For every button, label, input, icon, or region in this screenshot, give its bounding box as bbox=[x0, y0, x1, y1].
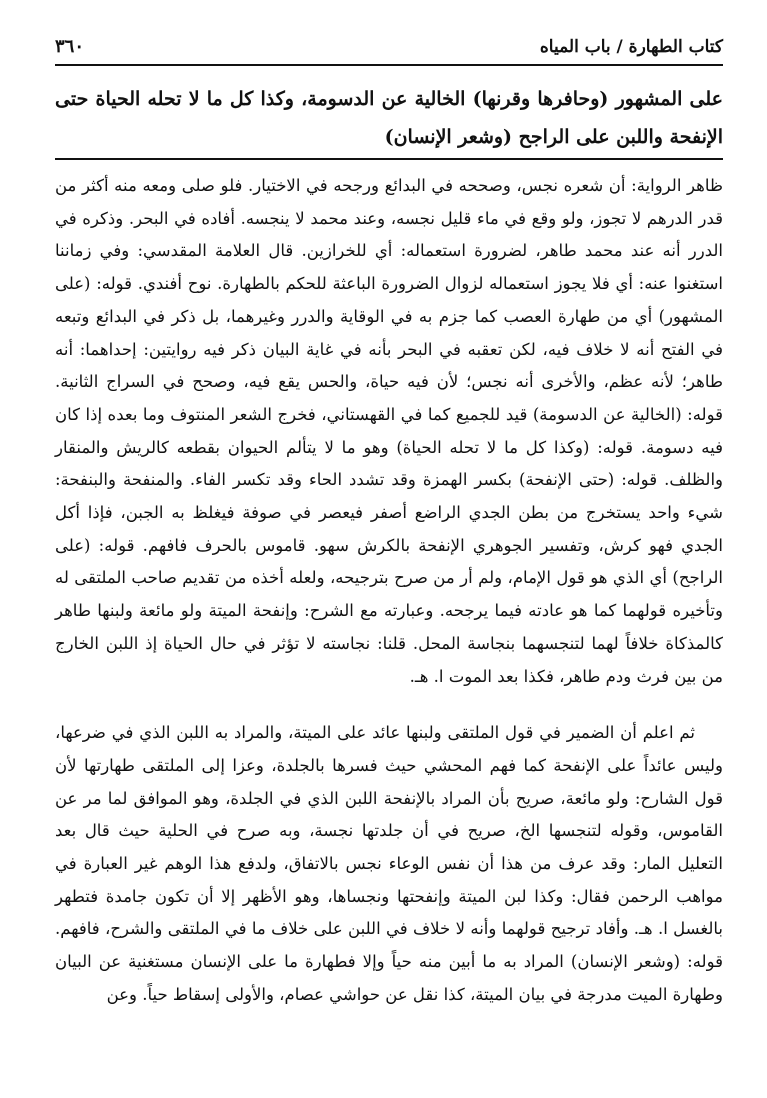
header-rule bbox=[55, 64, 723, 66]
page-number: ٣٦٠ bbox=[55, 36, 85, 57]
commentary-text bbox=[55, 170, 723, 1012]
chapter-title: كتاب الطهارة / باب المياه bbox=[539, 37, 723, 57]
separator-rule bbox=[55, 158, 723, 160]
running-header bbox=[55, 36, 723, 58]
commentary-paragraph-2: ثم اعلم أن الضمير في قول الملتقى ولبنها عائد على الميتة، والمراد به اللبن الذي في ضرعها، وليس عائداً على الإنفحة كما فهم المحشي حيث فسرها بالجلدة، وعزا إلى الملتقى طهارتها لأن قول الشارح: ولو مائعة، صريح بأن المراد بالإنفحة اللبن الذي في الجلدة، وهو الموافق لما مر عن القاموس، وقوله لتنجسها الخ، صريح في أن جلدتها نجسة، وبه صرح في الحلية حيث قال بعد التعليل المار: وقد عرف من هذا أن نفس الوعاء نجس بالاتفاق، ولدفع هذا الوهم غير العبارة في مواهب الرحمن فقال: وكذا لبن الميتة وإنفحتها ونجساها، وهو الأظهر إلا أن تكون جامدة فتطهر بالغسل ا. هـ. وأفاد ترجيح قولهما وأنه لا خلاف في اللبن على خلاف ما في الملتقى والشرح، فافهم. قوله: (وشعر الإنسان) المراد به ما أبين منه حياً وإلا فطهارة ما على الإنسان مستغنية عن البيان وطهارة الميت مدرجة في بيان الميتة، كذا نقل عن حواشي عصام، والأولى إسقاط حياً. وعن bbox=[55, 723, 723, 1004]
main-text: على المشهور (وحافرها وقرنها) الخالية عن الدسومة، وكذا كل ما لا تحله الحياة حتى الإنفحة واللبن على الراجح (وشعر الإنسان) bbox=[55, 88, 723, 148]
commentary-paragraph-1: ظاهر الرواية: أن شعره نجس، وصححه في البدائع ورجحه في الاختيار. فلو صلى ومعه منه أكثر من قدر الدرهم لا تجوز، ولو وقع في ماء قليل نجسه، وعند محمد لا ينجسه. أفاده في البحر. وذكره في الدرر أنه عند محمد طاهر، لضرورة استعماله: أي للخرازين. قال العلامة المقدسي: وفي زماننا استغنوا عنه: أي فلا يجوز استعماله لزوال الضرورة الباعثة للحكم بالطهارة. نوح أفندي. قوله: (على المشهور) أي من طهارة العصب كما جزم به في الوقاية والدرر وغيرهما، بل ذكر في البدائع وتبعه في الفتح أنه لا خلاف فيه، لكن تعقبه في البحر بأنه في غاية البيان ذكر فيه روايتين: إحداهما: أنه طاهر؛ لأنه عظم، والأخرى أنه نجس؛ لأن فيه حياة، والحس يقع فيه، وصحح في السراج الثانية. قوله: (الخالية عن الدسومة) قيد للجميع كما في القهستاني، فخرج الشعر المنتوف وما بعده إذا كان فيه دسومة. قوله: (وكذا كل ما لا تحله الحياة) وهو ما لا يتألم الحيوان بقطعه كالريش والمنقار والظلف. قوله: (حتى الإنفحة) بكسر الهمزة وقد تشدد الحاء وقد تكسر الفاء. والمنفحة والبنفحة: شيء واحد يستخرج من بطن الجدي الراضع أصفر فيعصر في صوفة فيغلظ به الجبن، فإذا أكل الجدي فهو كرش، وتفسير الجوهري الإنفحة بالكرش سهو. قاموس بالحرف فافهم. قوله: (على الراجح) أي الذي هو قول الإمام، ولم أر من صرح بترجيحه، ولعله أخذه من تقديم صاحب الملتقى له وتأخيره قولهما كما هو عادته فيما يرجحه. وعبارته مع الشرح: وإنفحة الميتة ولو مائعة ولبنها طاهر كالمذكاة خلافاً لهما لتنجسهما بنجاسة المحل. قلنا: نجاسته لا تؤثر في حال الحياة إذ اللبن الخارج من بين فرث ودم طاهر، فكذا بعد الموت ا. هـ. bbox=[55, 176, 723, 686]
